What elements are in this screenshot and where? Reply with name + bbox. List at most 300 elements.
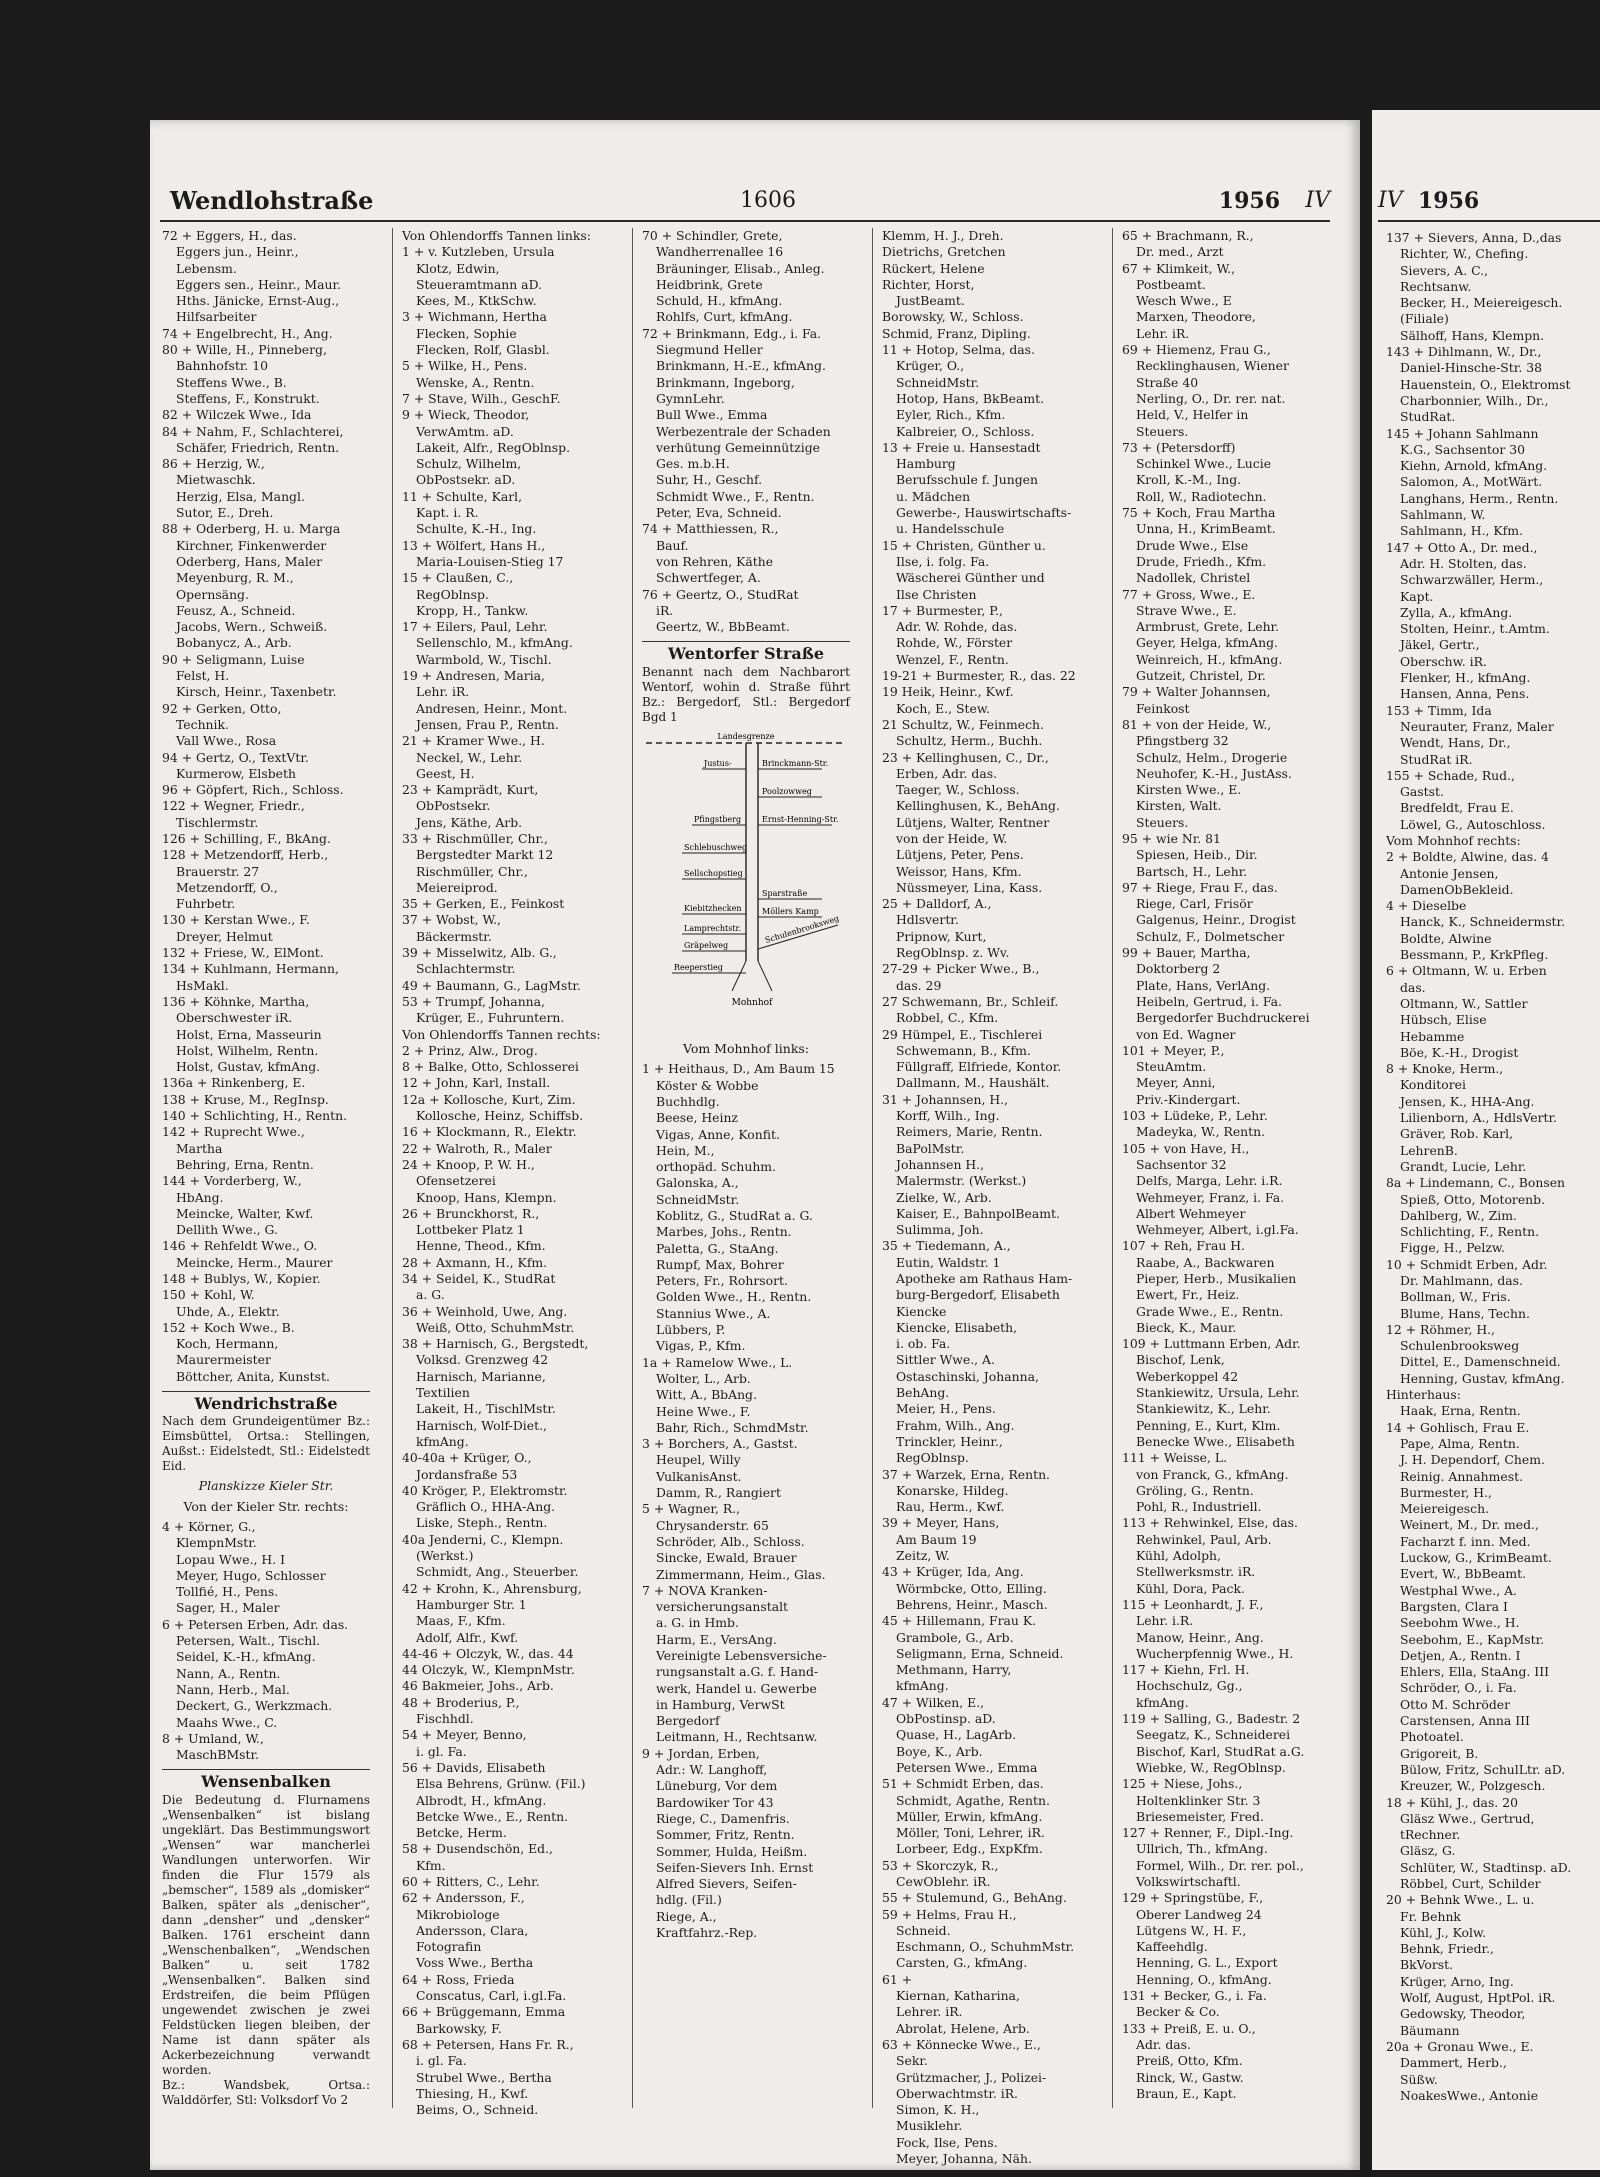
directory-entry: Hamburger Str. 1 — [416, 1596, 527, 1612]
directory-entry: 3 + Borchers, A., Gastst. — [642, 1436, 798, 1452]
directory-entry: Textilien — [416, 1385, 470, 1401]
directory-entry: 88 + Oderberg, H. u. Marga — [162, 521, 341, 537]
directory-entry: 152 + Koch Wwe., B. — [162, 1319, 295, 1335]
directory-entry: Kapt. i. R. — [416, 505, 479, 521]
directory-entry: 7 + Stave, Wilh., GeschF. — [402, 390, 561, 406]
directory-entry: 40a Jenderni, C., Klempn. — [402, 1531, 564, 1547]
directory-entry: 39 + Meyer, Hans, — [882, 1515, 1000, 1531]
directory-entry: Wehmeyer, Franz, i. Fa. — [1136, 1189, 1285, 1205]
directory-entry: 37 + Wobst, W., — [402, 912, 501, 928]
directory-entry: Lakeit, Alfr., RegOblnsp. — [416, 439, 571, 455]
entry-list — [402, 228, 610, 2118]
directory-entry: JustBeamt. — [896, 293, 965, 309]
directory-entry: KlempnMstr. — [176, 1535, 257, 1551]
directory-entry: Eggers sen., Heinr., Maur. — [176, 276, 341, 292]
directory-entry: Bobanycz, A., Arb. — [176, 635, 292, 651]
directory-entry: Technik. — [176, 716, 229, 732]
directory-entry: i. gl. Fa. — [416, 2053, 467, 2069]
column-1 — [162, 228, 370, 2108]
directory-entry: 12a + Kollosche, Kurt, Zim. — [402, 1091, 576, 1107]
directory-entry: 103 + Lüdeke, P., Lehr. — [1122, 1108, 1268, 1124]
directory-entry: 65 + Brachmann, R., — [1122, 228, 1254, 243]
directory-entry: Hotop, Hans, BkBeamt. — [896, 390, 1045, 406]
directory-entry: Flecken, Sophie — [416, 325, 517, 341]
directory-entry: Wiebke, W., RegOblnsp. — [1136, 1759, 1286, 1775]
directory-entry: Suhr, H., Geschf. — [656, 472, 763, 488]
directory-entry: 11 + Hotop, Selma, das. — [882, 342, 1035, 358]
directory-entry: Nann, A., Rentn. — [176, 1665, 281, 1681]
directory-entry: 107 + Reh, Frau H. — [1122, 1238, 1245, 1254]
directory-entry: Rückert, Helene — [882, 260, 985, 276]
directory-entry: Petersen, Walt., Tischl. — [176, 1633, 321, 1649]
directory-entry: 53 + Skorczyk, R., — [882, 1857, 999, 1873]
directory-entry: Korff, Wilh., Ing. — [896, 1108, 1000, 1124]
directory-entry: Von Ohlendorffs Tannen links: — [402, 228, 591, 243]
directory-entry: Bardowiker Tor 43 — [656, 1794, 774, 1810]
directory-entry: Albrodt, H., kfmAng. — [416, 1792, 547, 1808]
directory-entry: 126 + Schilling, F., BkAng. — [162, 830, 331, 846]
page-number: 1606 — [740, 188, 796, 213]
directory-entry: von der Heide, W. — [896, 830, 1008, 846]
directory-entry: 25 + Dalldorf, A., — [882, 896, 992, 912]
column-3 — [642, 228, 850, 1941]
directory-entry: 35 + Gerken, E., Feinkost — [402, 896, 565, 912]
directory-entry: 62 + Andersson, F., — [402, 1890, 525, 1906]
directory-entry: Schmidt Wwe., F., Rentn. — [656, 488, 815, 504]
directory-entry: Bischof, Karl, StudRat a.G. — [1136, 1743, 1305, 1759]
directory-entry: 17 + Eilers, Paul, Lehr. — [402, 619, 548, 635]
directory-entry: 34 + Seidel, K., StudRat — [402, 1271, 556, 1286]
directory-entry: 9 + Wieck, Theodor, — [402, 407, 530, 423]
directory-entry: 4 + Körner, G., — [162, 1518, 256, 1534]
directory-entry: Zeitz, W. — [896, 1548, 950, 1564]
directory-entry: Wenzel, F., Rentn. — [896, 651, 1009, 667]
directory-entry: Reimers, Marie, Rentn. — [896, 1124, 1043, 1140]
directory-entry: Plate, Hans, VerlAng. — [1136, 977, 1271, 993]
directory-entry: Wenske, A., Rentn. — [416, 374, 535, 390]
directory-entry: 45 + Hillemann, Frau K. — [882, 1613, 1037, 1629]
directory-entry: 63 + Könnecke Wwe., E., — [882, 2036, 1041, 2052]
directory-entry: 39 + Misselwitz, Alb. G., — [402, 945, 557, 961]
directory-entry: Sekr. — [896, 2053, 928, 2069]
directory-entry: Pape, Alma, Rentn. — [1400, 1435, 1520, 1451]
entry-list — [162, 1519, 370, 1763]
directory-entry: K.G., Sachsentor 30 — [1400, 441, 1526, 457]
directory-entry: 43 + Krüger, Ida, Ang. — [882, 1564, 1024, 1580]
directory-entry: Oberwachtmstr. iR. — [896, 2085, 1018, 2101]
directory-entry: 4 + Dieselbe — [1386, 898, 1467, 914]
directory-entry: Schulz, Helm., Drogerie — [1136, 749, 1288, 765]
directory-entry: Herzig, Elsa, Mangl. — [176, 488, 305, 504]
directory-entry: Bülow, Fritz, SchulLtr. aD. — [1400, 1761, 1566, 1777]
directory-entry: Otto M. Schröder — [1400, 1696, 1511, 1712]
directory-entry: Brinkmann, H.-E., kfmAng. — [656, 358, 826, 374]
directory-entry: Trinckler, Heinr., — [896, 1433, 1003, 1449]
directory-entry: Feusz, A., Schneid. — [176, 602, 296, 618]
directory-entry: VerwAmtm. aD. — [416, 423, 514, 439]
street-header: Wendlohstraße — [170, 186, 374, 215]
directory-entry: HsMakl. — [176, 977, 229, 993]
directory-entry: Kees, M., KtkSchw. — [416, 293, 537, 309]
directory-entry: 69 + Hiemenz, Frau G., — [1122, 342, 1271, 358]
directory-entry: Brauerstr. 27 — [176, 863, 260, 879]
directory-entry: Ostaschinski, Johanna, — [896, 1368, 1039, 1384]
directory-entry: SchneidMstr. — [656, 1191, 740, 1207]
directory-entry: 23 + Kellinghusen, C., Dr., — [882, 749, 1049, 765]
directory-entry: Ullrich, Th., kfmAng. — [1136, 1841, 1268, 1857]
map-label: Möllers Kamp — [762, 906, 819, 916]
directory-entry: 77 + Gross, Wwe., E. — [1122, 586, 1256, 602]
directory-entry: Köster & Wobbe — [656, 1077, 759, 1093]
directory-entry: 60 + Ritters, C., Lehr. — [402, 1873, 540, 1889]
directory-entry: tRechner. — [1400, 1827, 1461, 1843]
directory-entry: Von Ohlendorffs Tannen rechts: — [402, 1026, 601, 1042]
directory-entry: Methmann, Harry, — [896, 1662, 1012, 1678]
directory-entry: 74 + Engelbrecht, H., Ang. — [162, 325, 333, 341]
directory-entry: RegOblnsp. — [896, 1450, 969, 1466]
directory-entry: das. — [1400, 979, 1426, 995]
directory-entry: rungsanstalt a.G. f. Hand- — [656, 1664, 819, 1680]
directory-entry: Holst, Wilhelm, Rentn. — [176, 1042, 319, 1058]
directory-entry: 132 + Friese, W., ElMont. — [162, 945, 324, 961]
directory-entry: 76 + Geertz, O., StudRat — [642, 586, 799, 602]
directory-entry: Ilse, i. folg. Fa. — [896, 553, 990, 569]
header-year: 1956 — [1218, 188, 1280, 214]
map-label: Reeperstieg — [674, 962, 723, 972]
directory-entry: 138 + Kruse, M., RegInsp. — [162, 1091, 329, 1107]
directory-entry: 136a + Rinkenberg, E. — [162, 1075, 306, 1091]
directory-entry: Lütjens, Peter, Pens. — [896, 847, 1024, 863]
directory-entry: Oltmann, W., Sattler — [1400, 995, 1528, 1011]
directory-entry: Wörmbcke, Otto, Elling. — [896, 1580, 1047, 1596]
directory-entry: 97 + Riege, Frau F., das. — [1122, 879, 1278, 895]
directory-entry: Krüger, Arno, Ing. — [1400, 1973, 1514, 1989]
directory-entry: Schulz, F., Dolmetscher — [1136, 928, 1285, 944]
directory-entry: Doktorberg 2 — [1136, 961, 1221, 977]
directory-entry: Wucherpfennig Wwe., H. — [1136, 1645, 1294, 1661]
directory-entry: Harm, E., VersAng. — [656, 1631, 777, 1647]
directory-entry: 18 + Kühl, J., das. 20 — [1386, 1794, 1518, 1810]
directory-page — [150, 120, 1360, 2170]
directory-entry: 17 + Burmester, P., — [882, 602, 1003, 618]
directory-entry: Fock, Ilse, Pens. — [896, 2134, 998, 2150]
directory-entry: Daniel-Hinsche-Str. 38 — [1400, 360, 1542, 376]
map-label: Justus- — [704, 758, 732, 768]
directory-entry: Bahnhofstr. 10 — [176, 358, 269, 374]
directory-entry: Figge, H., Pelzw. — [1400, 1240, 1505, 1256]
directory-entry: Gedowsky, Theodor, — [1400, 2006, 1526, 2022]
directory-entry: Lopau Wwe., H. I — [176, 1551, 285, 1567]
directory-entry: Vall Wwe., Rosa — [176, 733, 277, 749]
directory-entry: Abrolat, Helene, Arb. — [896, 2020, 1030, 2036]
directory-entry: Preiß, Otto, Kfm. — [1136, 2053, 1243, 2069]
directory-entry: 155 + Schade, Rud., — [1386, 767, 1515, 783]
directory-entry: Stolten, Heinr., t.Amtm. — [1400, 621, 1550, 637]
directory-entry: Erben, Adr. das. — [896, 765, 998, 781]
directory-entry: Geyer, Helga, kfmAng. — [1136, 635, 1278, 651]
directory-entry: 47 + Wilken, E., — [882, 1694, 985, 1710]
directory-entry: Sager, H., Maler — [176, 1600, 280, 1616]
directory-entry: i. gl. Fa. — [416, 1743, 467, 1759]
directory-entry: NoakesWwe., Antonie — [1400, 2087, 1539, 2103]
directory-entry: Postbeamt. — [1136, 276, 1206, 292]
directory-entry: Süßw. — [1400, 2071, 1438, 2087]
directory-entry: 24 + Knoop, P. W. H., — [402, 1156, 535, 1172]
directory-entry: Priv.-Kindergart. — [1136, 1091, 1241, 1107]
directory-entry: 26 + Brunckhorst, R., — [402, 1205, 540, 1221]
directory-entry: Harnisch, Wolf-Diet., — [416, 1417, 547, 1433]
directory-entry: 133 + Preiß, E. u. O., — [1122, 2020, 1256, 2036]
directory-entry: Kiencke, Elisabeth, — [896, 1319, 1018, 1335]
directory-entry: von Ed. Wagner — [1136, 1026, 1236, 1042]
directory-entry: 79 + Walter Johannsen, — [1122, 684, 1271, 700]
directory-entry: Nadollek, Christel — [1136, 570, 1251, 586]
directory-entry: Jens, Käthe, Arb. — [416, 814, 523, 830]
directory-entry: Dr. Mahlmann, das. — [1400, 1273, 1523, 1288]
directory-entry: 150 + Kohl, W. — [162, 1287, 255, 1303]
directory-entry: Kaiser, E., BahnpolBeamt. — [896, 1205, 1060, 1221]
directory-entry: 58 + Dusendschön, Ed., — [402, 1841, 553, 1857]
directory-entry: Kaffeehdlg. — [1136, 1939, 1208, 1955]
directory-entry: Oberer Landweg 24 — [1136, 1906, 1262, 1922]
directory-entry: Quase, H., LagArb. — [896, 1727, 1017, 1743]
directory-entry: Stankiewitz, Ursula, Lehr. — [1136, 1385, 1300, 1401]
directory-entry: Koblitz, G., StudRat a. G. — [656, 1207, 813, 1223]
directory-entry: 90 + Seligmann, Luise — [162, 651, 305, 667]
directory-entry: Tischlermstr. — [176, 814, 259, 830]
directory-entry: Sommer, Hulda, Heißm. — [656, 1843, 808, 1859]
directory-entry: Dietrichs, Gretchen — [882, 244, 1006, 260]
directory-entry: Kirsten Wwe., E. — [1136, 782, 1242, 798]
directory-entry: 96 + Göpfert, Rich., Schloss. — [162, 782, 344, 798]
directory-entry: Bieck, K., Maur. — [1136, 1319, 1237, 1335]
directory-entry: Meyer, Hugo, Schlosser — [176, 1567, 326, 1583]
directory-entry: Knoop, Hans, Klempn. — [416, 1189, 557, 1205]
directory-entry: SteuAmtm. — [1136, 1059, 1207, 1075]
map-label: Gräpelweg — [684, 940, 729, 950]
entry-list — [642, 228, 850, 635]
directory-entry: Formel, Wilh., Dr. rer. pol., — [1136, 1857, 1304, 1873]
directory-entry: Eggers jun., Heinr., — [176, 244, 299, 260]
directory-entry: 56 + Davids, Elisabeth — [402, 1759, 546, 1775]
directory-entry: BaPolMstr. — [896, 1140, 965, 1156]
map-label: Sellschopstieg — [684, 868, 743, 878]
directory-entry: Müller, Erwin, kfmAng. — [896, 1808, 1043, 1824]
directory-entry: Hein, M., — [656, 1142, 715, 1158]
column-4 — [882, 228, 1090, 2167]
directory-entry: 8 + Balke, Otto, Schlosserei — [402, 1059, 579, 1075]
directory-entry: Meincke, Herm., Maurer — [176, 1254, 333, 1270]
entry-list — [1122, 228, 1330, 2102]
directory-entry: 127 + Renner, F., Dipl.-Ing. — [1122, 1825, 1294, 1841]
directory-entry: 27 Schwemann, Br., Schleif. — [882, 993, 1059, 1009]
directory-entry: Bauf. — [656, 537, 689, 553]
page-header — [160, 180, 1330, 222]
map-label: Landesgrenze — [717, 731, 775, 741]
map-label: Ernst-Henning-Str. — [762, 814, 839, 824]
directory-entry: werk, Handel u. Gewerbe — [656, 1680, 817, 1696]
directory-entry: Seidel, K.-H., kfmAng. — [176, 1649, 316, 1665]
directory-entry: Braun, E., Kapt. — [1136, 2085, 1237, 2101]
directory-entry: Madeyka, W., Rentn. — [1136, 1124, 1266, 1140]
directory-entry: 48 + Broderius, P., — [402, 1694, 520, 1710]
directory-entry: 7 + NOVA Kranken- — [642, 1582, 768, 1598]
directory-entry: Eutin, Waldstr. 1 — [896, 1254, 1001, 1270]
directory-entry: 5 + Wagner, R., — [642, 1501, 741, 1517]
directory-entry: Fischhdl. — [416, 1711, 474, 1727]
directory-entry: Becker & Co. — [1136, 2004, 1220, 2020]
directory-entry: BkVorst. — [1400, 1957, 1454, 1973]
directory-entry: 54 + Meyer, Benno, — [402, 1727, 527, 1743]
directory-entry: Rumpf, Max, Bohrer — [656, 1256, 784, 1272]
directory-entry: Kraftfahrz.-Rep. — [656, 1925, 758, 1941]
directory-entry: Dahlberg, W., Zim. — [1400, 1207, 1517, 1223]
directory-entry: Kfm. — [416, 1857, 446, 1873]
directory-entry: Maahs Wwe., C. — [176, 1714, 278, 1730]
directory-entry: Sahlmann, H., Kfm. — [1400, 523, 1523, 539]
column-2 — [402, 228, 610, 2118]
directory-entry: Hauenstein, O., Elektromst — [1400, 376, 1571, 392]
directory-entry: 38 + Harnisch, G., Bergstedt, — [402, 1336, 589, 1352]
column-divider — [392, 228, 393, 2108]
directory-entry: Facharzt f. inn. Med. — [1400, 1533, 1531, 1549]
directory-entry: Dreyer, Helmut — [176, 928, 273, 944]
directory-entry: 140 + Schlichting, H., Rentn. — [162, 1108, 348, 1124]
directory-entry: Bartsch, H., Lehr. — [1136, 863, 1248, 879]
directory-entry: Betcke Wwe., E., Rentn. — [416, 1808, 569, 1824]
directory-entry: Siegmund Heller — [656, 342, 763, 358]
directory-entry: Briesemeister, Fred. — [1136, 1808, 1264, 1824]
directory-entry: Klemm, H. J., Dreh. — [882, 228, 1004, 243]
directory-entry: Strave Wwe., E. — [1136, 602, 1237, 618]
directory-entry: Alfred Sievers, Seifen- — [656, 1876, 797, 1892]
directory-entry: 113 + Rehwinkel, Else, das. — [1122, 1515, 1298, 1531]
road-fork — [732, 961, 746, 991]
directory-entry: hdlg. (Fil.) — [656, 1892, 722, 1908]
directory-entry: Jäkel, Gertr., — [1400, 637, 1480, 653]
directory-entry: LehrenB. — [1400, 1142, 1458, 1158]
directory-entry: Meyer, Anni, — [1136, 1075, 1216, 1091]
directory-entry: a. G. — [416, 1287, 445, 1303]
directory-entry: Weinreich, H., kfmAng. — [1136, 651, 1283, 667]
directory-entry: Burmester, H., — [1400, 1484, 1492, 1500]
directory-entry: 147 + Otto A., Dr. med., — [1386, 539, 1538, 555]
directory-entry: Vigas, P., Kfm. — [656, 1338, 746, 1354]
directory-entry: 16 + Klockmann, R., Elektr. — [402, 1124, 577, 1140]
directory-entry: kfmAng. — [1136, 1694, 1189, 1710]
directory-entry: 94 + Gertz, O., TextVtr. — [162, 749, 309, 765]
directory-entry: Musiklehr. — [896, 2118, 963, 2134]
directory-entry: Sievers, A. C., — [1400, 262, 1489, 278]
directory-entry: i. ob. Fa. — [896, 1336, 951, 1352]
directory-entry: Konditorei — [1400, 1077, 1466, 1093]
directory-entry: Grade Wwe., E., Rentn. — [1136, 1303, 1284, 1319]
directory-entry: 59 + Helms, Frau H., — [882, 1906, 1017, 1922]
directory-entry: Harnisch, Marianne, — [416, 1368, 546, 1384]
directory-entry: Langhans, Herm., Rentn. — [1400, 490, 1559, 506]
section-title-wensenbalken: Wensenbalken — [162, 1769, 370, 1790]
directory-entry: Berufsschule f. Jungen — [896, 472, 1038, 488]
directory-entry: Tollfié, H., Pens. — [176, 1584, 279, 1600]
directory-entry: Brinkmann, Ingeborg, — [656, 374, 795, 390]
directory-entry: 12 + Röhmer, H., — [1386, 1321, 1495, 1337]
directory-entry: Kiencke — [896, 1303, 947, 1319]
directory-entry: 66 + Brüggemann, Emma — [402, 2004, 566, 2020]
directory-entry: 8a + Lindemann, C., Bonsen — [1386, 1175, 1566, 1191]
directory-entry: Behnk, Friedr., — [1400, 1941, 1494, 1957]
directory-entry: Heupel, Willy — [656, 1452, 741, 1468]
map-label: Mohnhof — [731, 997, 773, 1008]
directory-entry: Hebamme — [1400, 1028, 1465, 1044]
directory-entry: (Werkst.) — [416, 1548, 474, 1564]
directory-entry: Becker, H., Meiereigesch. — [1400, 295, 1563, 311]
directory-entry: Maurermeister — [176, 1352, 271, 1368]
directory-entry: Kreuzer, W., Polzgesch. — [1400, 1778, 1546, 1794]
directory-entry: burg-Bergedorf, Elisabeth — [896, 1287, 1060, 1303]
directory-entry: Kropp, H., Tankw. — [416, 602, 529, 618]
directory-entry: 73 + (Petersdorff) — [1122, 439, 1236, 455]
directory-entry: Gläsz Wwe., Gertrud, — [1400, 1810, 1535, 1826]
directory-entry: Seifen-Sievers Inh. Ernst — [656, 1859, 814, 1875]
directory-entry: Stankiewitz, K., Lehr. — [1136, 1401, 1271, 1417]
directory-entry: Henne, Theod., Kfm. — [416, 1238, 546, 1254]
directory-entry: Stellwerksmstr. iR. — [1136, 1564, 1256, 1580]
directory-entry: Gewerbe-, Hauswirtschafts- — [896, 505, 1072, 521]
directory-entry: Maria-Louisen-Stieg 17 — [416, 553, 564, 569]
map-label: Poolzowweg — [762, 786, 812, 796]
directory-entry: Konarske, Hildeg. — [896, 1482, 1009, 1498]
directory-entry: Sachsentor 32 — [1136, 1156, 1227, 1172]
directory-entry: 13 + Wölfert, Hans H., — [402, 537, 546, 553]
directory-entry: Heidbrink, Grete — [656, 276, 763, 292]
directory-entry: Grigoreit, B. — [1400, 1745, 1479, 1761]
directory-entry: Andersson, Clara, — [416, 1922, 529, 1938]
directory-entry: Boldte, Alwine — [1400, 930, 1492, 946]
entry-list — [642, 1061, 850, 1941]
directory-entry: Jordansfraße 53 — [416, 1466, 518, 1482]
directory-entry: Adolf, Alfr., Kwf. — [416, 1629, 519, 1645]
directory-entry: Beims, O., Schneid. — [416, 2102, 539, 2118]
directory-entry: HbAng. — [176, 1189, 224, 1205]
directory-entry: MaschBMstr. — [176, 1747, 259, 1763]
directory-entry: Gräflich O., HHA-Ang. — [416, 1499, 556, 1515]
directory-entry: 28 + Axmann, H., Kfm. — [402, 1254, 548, 1270]
directory-entry: Golden Wwe., H., Rentn. — [656, 1289, 812, 1305]
directory-entry: Hdlsvertr. — [896, 912, 959, 928]
directory-entry: 61 + — [882, 1971, 913, 1987]
directory-entry: Kellinghusen, K., BehAng. — [896, 798, 1060, 814]
directory-entry: Schlüter, W., Stadtinsp. aD. — [1400, 1859, 1572, 1875]
directory-entry: Simon, K. H., — [896, 2102, 980, 2118]
directory-entry: Weberkoppel 42 — [1136, 1368, 1239, 1384]
directory-entry: Koch, E., Stew. — [896, 700, 990, 716]
directory-entry: Eyler, Rich., Kfm. — [896, 407, 1006, 423]
directory-entry: ObPostsekr. — [416, 798, 491, 814]
directory-entry: Spiesen, Heib., Dir. — [1136, 847, 1258, 863]
directory-entry: Adr. W. Rohde, das. — [896, 619, 1018, 635]
directory-entry: 115 + Leonhardt, J. F., — [1122, 1596, 1264, 1612]
directory-entry: 37 + Warzek, Erna, Rentn. — [882, 1466, 1050, 1482]
directory-entry: Henning, O., kfmAng. — [1136, 1971, 1272, 1987]
directory-entry: ObPostsekr. aD. — [416, 472, 516, 488]
directory-entry: 27-29 + Picker Wwe., B., — [882, 961, 1040, 977]
directory-entry: Boye, K., Arb. — [896, 1743, 983, 1759]
header-volume: IV — [1378, 188, 1403, 213]
district-info: Bz.: Wandsbek, Ortsa.: Walddörfer, Stl: Volksdorf Vo 2 — [162, 2077, 370, 2107]
directory-entry: Damm, R., Rangiert — [656, 1485, 781, 1501]
directory-entry: Schröder, Alb., Schloss. — [656, 1533, 805, 1549]
directory-entry: 95 + wie Nr. 81 — [1122, 830, 1221, 846]
